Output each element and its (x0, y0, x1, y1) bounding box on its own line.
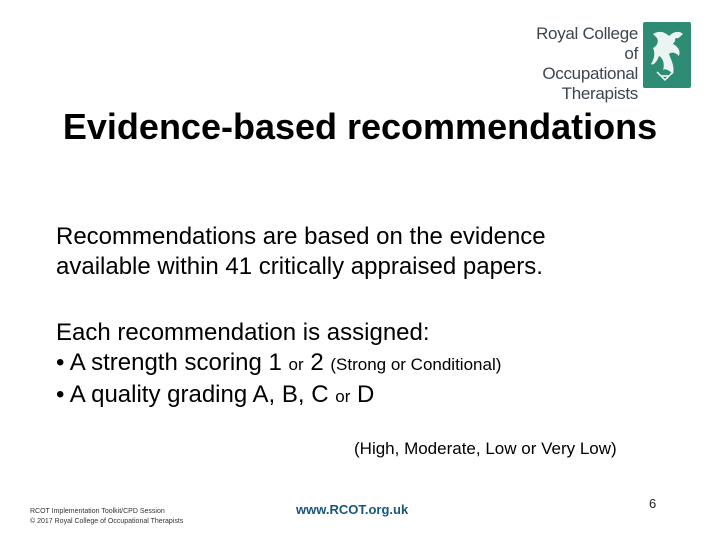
bullet-strength-note: (Strong or Conditional) (330, 355, 502, 374)
bullet-quality (56, 380, 501, 412)
footer-copyright: © 2017 Royal College of Occupational Therapists (30, 518, 184, 525)
bullet-quality-or: or (335, 387, 351, 406)
bullet-strength-two: 2 (303, 349, 331, 376)
logo-wordmark (520, 24, 638, 104)
assignment-intro: Each recommendation is assigned: (56, 319, 430, 346)
bullet-quality-d: D (350, 381, 375, 408)
assignment-paragraph (56, 318, 501, 412)
evidence-paragraph (56, 222, 546, 282)
bullet-strength-or: or (288, 355, 304, 374)
logo-line-2: Occupational (542, 64, 638, 83)
bullet-strength-text: • A strength scoring 1 (56, 349, 289, 376)
footer-session: RCOT Implementation Toolkit/CPD Session (30, 508, 165, 515)
footer-website-link[interactable]: www.RCOT.org.uk (296, 502, 409, 517)
logo-line-1: Royal College of (536, 24, 638, 63)
page-number: 6 (649, 496, 657, 511)
evidence-line-2: available within 41 critically appraised papers. (56, 253, 543, 280)
grading-note: (High, Moderate, Low or Very Low) (354, 439, 617, 458)
rcot-crest-icon (643, 22, 691, 88)
footer-credits (30, 507, 183, 527)
slide-title: Evidence-based recommendations (62, 106, 658, 147)
logo-line-3: Therapists (561, 84, 638, 103)
bullet-strength (56, 348, 501, 380)
rcot-logo (520, 22, 696, 103)
evidence-line-1: Recommendations are based on the evidence (56, 223, 546, 250)
bullet-quality-text: • A quality grading A, B, C (56, 381, 336, 408)
